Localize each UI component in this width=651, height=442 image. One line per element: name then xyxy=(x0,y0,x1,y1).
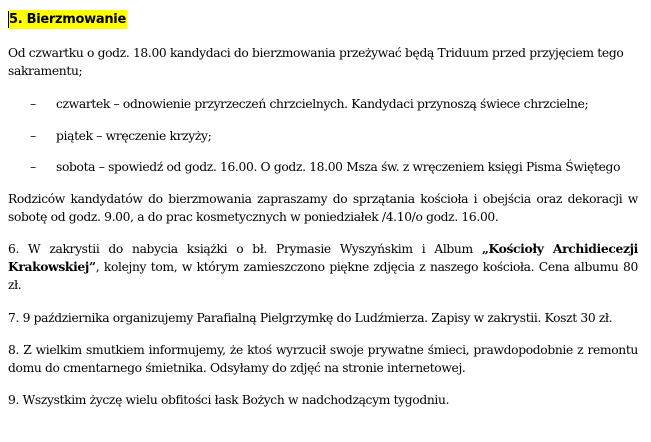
item-8-paragraph: 8. Z wielkim smutkiem informujemy, że ktoś wyrzucił swoje prywatne śmieci, prawdopodobnie z remontu domu do cmentarnego śmietnika. Odsyłamy do zdjęć na stronie internetowej. xyxy=(8,343,638,375)
item-7-paragraph: 7. 9 października organizujemy Parafialną Pielgrzymkę do Ludźmierza. Zapisy w zakrystii. Koszt 30 zł. xyxy=(8,311,613,325)
text-cursor xyxy=(8,11,9,28)
bullet-marker: – xyxy=(30,129,36,143)
section-heading: 5. Bierzmowanie xyxy=(9,12,126,27)
bullet-item-1 xyxy=(8,95,648,113)
bullet-marker: – xyxy=(30,160,36,174)
bullet-item-2 xyxy=(8,127,648,145)
intro-paragraph: Od czwartku o godz. 18.00 kandydaci do bierzmowania przeżywać będą Triduum przed przyjęciem tego sakramentu; xyxy=(8,46,624,78)
bullet-text: czwartek – odnowienie przyrzeczeń chrzcielnych. Kandydaci przynoszą świece chrzcielne; xyxy=(56,97,589,111)
section-heading-wrap xyxy=(8,10,127,29)
item-6-paragraph xyxy=(8,240,638,294)
album-title: „Kościoły Archidiecezji Krakowskiej” xyxy=(8,241,638,274)
bullet-item-3 xyxy=(8,158,648,176)
item-6-text-before: 6. W zakrystii do nabycia książki o bł. Prymasie Wyszyńskim i Album xyxy=(8,242,482,256)
bullet-marker: – xyxy=(30,97,36,111)
bullet-text: sobota – spowiedź od godz. 16.00. O godz. 18.00 Msza św. z wręczeniem księgi Pisma Świętego xyxy=(56,160,621,174)
item-6-text-after: , kolejny tom, w którym zamieszczono piękne zdjęcia z naszego kościoła. Cena albumu 80 zł. xyxy=(8,260,638,292)
parents-paragraph: Rodziców kandydatów do bierzmowania zapraszamy do sprzątania kościoła i obejścia oraz dekoracji w sobotę od godz. 9.00, a do prac kosmetycznych w poniedziałek /4.10/o godz. 16.00. xyxy=(8,192,638,224)
bullet-text: piątek – wręczenie krzyży; xyxy=(56,129,212,143)
item-9-paragraph: 9. Wszystkim życzę wielu obfitości łask Bożych w nadchodzącym tygodniu. xyxy=(8,393,450,407)
